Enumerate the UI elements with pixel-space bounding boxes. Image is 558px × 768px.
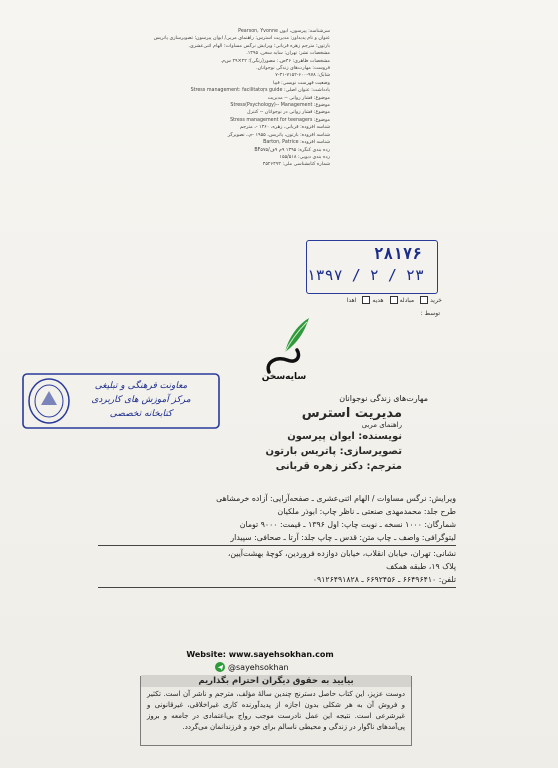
notice-body: دوست عزیز، این کتاب حاصل دسترنج چندین سالهٔ مؤلف، مترجم و ناشر آن است. تکثیر و فروش آن به هر شکلی بدون اجازه از پدیدآورنده کاری غیراخلاقی، غیرقانونی و غیرشرعی است. نتیجه این عمل نادرست موجب رواج بی‌اعتمادی در جامعه و بروز پی‌آمدهای ناگوار در زندگی و محیطی ناسالم برای خود و فرزندانمان می‌گردد.: [147, 690, 405, 731]
catalog-line: موضوع: Stress management for teenagers: [230, 117, 330, 123]
library-stamp: [22, 373, 222, 431]
stamp-taker: توسط :: [420, 310, 440, 317]
catalog-line: موضوع: فشار روانی در نوجوانان -- کنترل: [246, 110, 330, 116]
book-title: مدیریت استرس: [301, 406, 402, 421]
social-handle-text: @sayehsokhan: [228, 662, 289, 672]
catalog-line: شناسه افزوده: بارتون، پاتریس، ۱۹۵۵ -م.، تصویرگر: [227, 132, 330, 138]
registration-stamp: [300, 236, 442, 326]
translator: مترجم: دکتر زهره قربانی: [275, 461, 402, 472]
copyright-notice: [140, 676, 412, 746]
stamp-checks: [300, 296, 442, 304]
checkbox-icon: [390, 296, 398, 304]
checkbox-icon: [362, 296, 370, 304]
catalog-line: رده بندی دیویی: ۱۵۵/۵۱۸: [279, 154, 330, 160]
address-line: پلاک ۱۹، طبقه همکف: [386, 562, 456, 571]
address-line: نشانی: تهران، خیابان انقلاب، خیابان دوازده فروردین، کوچهٔ بهشت‌آیین،: [227, 549, 456, 558]
book-subtitle: راهنمای مربی: [361, 421, 402, 429]
catalog-line: شماره کتابشناسی ملی: ۴۵۲۶۴۹۳: [262, 162, 330, 168]
stamp-check: [420, 296, 442, 304]
credits: [98, 492, 456, 589]
check-label: هدیه: [372, 296, 384, 304]
author: نویسنده: ایوان پیرسون: [287, 431, 402, 442]
stamp-line: معاونت فرهنگی و تبلیغی: [94, 381, 188, 391]
stamp-check: [347, 297, 357, 304]
divider: [98, 545, 456, 546]
catalog-line: عنوان و نام پدیدآور: مدیریت استرس: راهنمای مربی/ ایوان پیرسون؛ تصویرسازی پاتریس: [153, 36, 330, 42]
check-label: مبادله: [399, 296, 415, 304]
catalog-line: موضوع: فشار روانی -- مدیریت: [267, 95, 330, 101]
catalog-line: وضعیت فهرست نویسی: فیپا: [272, 80, 330, 86]
catalog-line: شابک: ۹۷۸-۶۰۰-۷۱۵۲-۳۱-۷: [275, 73, 330, 79]
website-link[interactable]: Website: www.sayehsokhan.com: [186, 650, 334, 659]
check-label: خرید: [430, 296, 442, 304]
catalog-line: رده بندی کنگره: ۱۳۹۵ ۹م ۹ف/BF۵۷۵: [254, 147, 330, 153]
stamp-text: [66, 379, 216, 421]
catalog-line: شناسه افزوده: Barton, Patrice: [263, 140, 330, 146]
cataloging-data: [120, 28, 330, 169]
credit-line: لیتوگرافی: واصف ـ چاپ متن: قدس ـ چاپ جلد: آرتا ـ صحافی: سپیدار: [230, 533, 456, 542]
catalog-line: شناسه افزوده: قربانی، زهره، ۱۳۶۰ -، مترجم: [239, 125, 330, 131]
credit-line: طرح جلد: محمدمهدی صنعتی ـ ناظر چاپ: ابوذر ملکیان: [277, 507, 456, 516]
catalog-line: یادداشت: عنوان اصلی: Stress management: facilitatoṛs guide: [190, 88, 330, 94]
catalog-line: فروست: مهارت‌های زندگی نوجوانان.: [256, 66, 330, 72]
stamp-check: [362, 296, 383, 304]
series-name: مهارت‌های زندگی نوجوانان: [339, 394, 428, 403]
phone-line: تلفن: ۶۶۴۹۶۴۱۰ ـ ۶۶۹۲۴۵۶ ـ ۰۹۱۲۶۴۹۱۸۲۸: [312, 575, 456, 584]
illustrator: تصویرسازی: پاتریس بارتون: [265, 446, 402, 457]
credit-line: ویرایش: نرگس مساوات / الهام اثنی‌عشری ـ صفحه‌آرایی: آزاده خرمشاهی: [216, 494, 456, 503]
catalog-line: مشخصات نشر: تهران: سایه سخن، ۱۳۹۵.: [246, 51, 330, 57]
catalog-line: موضوع: Stress(Psychology)-- Management: [230, 103, 330, 109]
catalog-line: مشخصات ظاهری: ۴۶ص.: مصور(رنگی)؛ ۲۲×۲۹ س‌م.: [220, 58, 330, 64]
divider: [98, 587, 456, 588]
checkbox-icon: [420, 296, 428, 304]
catalog-line: سرشناسه: پیرسون، ایون Pearson, Yvonne: [238, 29, 330, 34]
stamp-number: ۲۸۱۷۶: [373, 244, 422, 263]
stamp-line: کتابخانه تخصصی: [109, 409, 173, 419]
stamp-line: مرکز آموزش های کاربردی: [91, 395, 191, 405]
notice-heading: بیایید به حقوق دیگران احترام بگذاریم: [141, 675, 411, 687]
check-label: اهدا: [346, 296, 357, 304]
publisher-name: سایه‌سخن: [261, 372, 307, 382]
credit-line: شمارگان: ۱۰۰۰ نسخه ـ نوبت چاپ: اول ۱۳۹۶ ـ قیمت: ۹۰۰۰ تومان: [239, 520, 456, 529]
catalog-line: بارتون؛ مترجم زهره قربانی؛ ویرایش نرگس مساوات؛ الهام اثنی‌عشری.: [188, 43, 330, 49]
telegram-icon: [215, 662, 225, 672]
stamp-check: [390, 296, 415, 304]
social-handle[interactable]: [215, 662, 289, 672]
book-info: [202, 406, 402, 474]
stamp-date: ۱۳۹۷ / ۲ / ۲۳: [306, 266, 424, 284]
